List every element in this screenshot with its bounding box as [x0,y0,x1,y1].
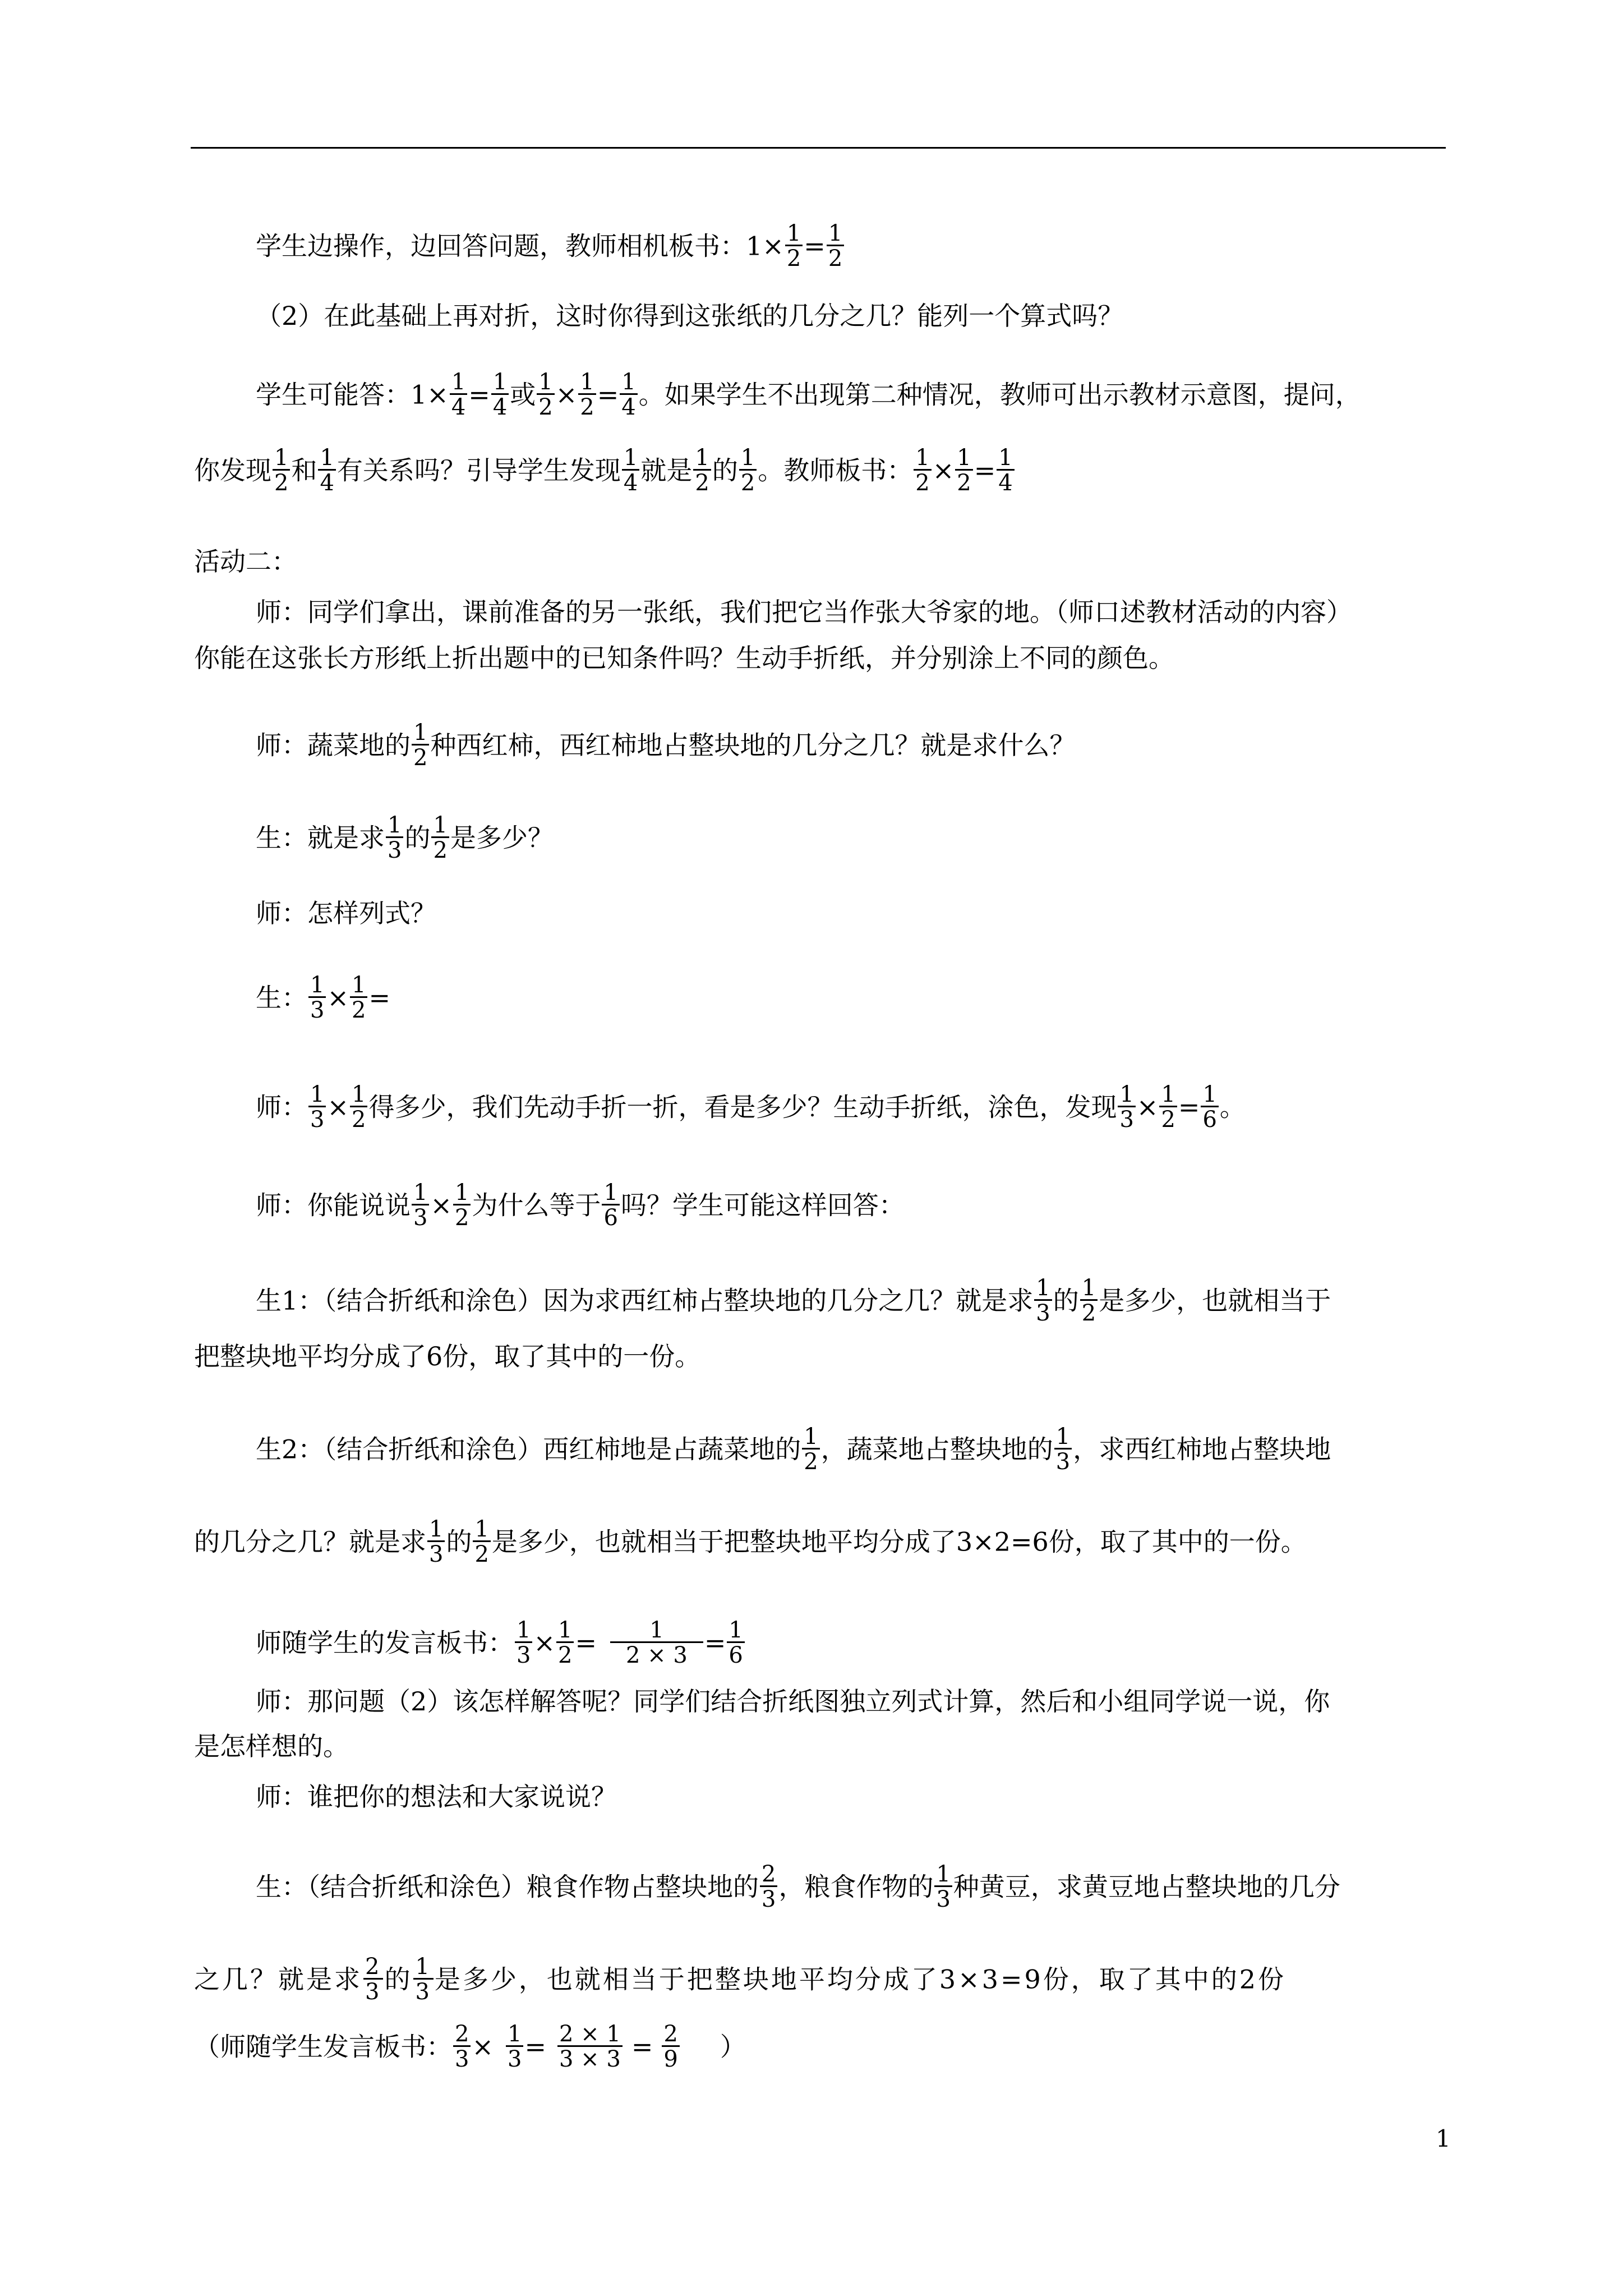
fraction: $\frac{1}{2}$ [785,222,803,270]
section-heading: 活动二： [194,546,297,577]
paragraph: 师：同学们拿出，课前准备的另一张纸，我们把它当作张大爷家的地。（师口述教材活动的内容） [256,597,1352,627]
fraction: $\frac{1}{3}$ [1054,1425,1072,1473]
fraction: $\frac{1}{6}$ [1201,1083,1218,1131]
fraction: $\frac{1}{2}$ [412,721,429,769]
fraction: $\frac{1}{2}$ [556,1619,574,1667]
fraction: $\frac{1}{2}$ [802,1425,819,1473]
fraction: $\frac{1}{2}$ [453,1181,471,1229]
fraction: $\frac{1}{2}$ [578,371,596,418]
paragraph: 师：蔬菜地的 $\frac{1}{2}$ 种西红柿，西红柿地占整块地的几分之几？就是求什么？ [256,720,1076,771]
fraction: $\frac{2}{9}$ [662,2023,679,2070]
fraction: $\frac{1}{2}$ [273,447,290,494]
fraction: $\frac{1}{2}$ [914,447,931,494]
fraction: $\frac{1}{3}$ [386,814,403,862]
header-rule [191,147,1446,149]
fraction: $\frac{1}{2}$ [537,371,554,418]
paragraph: 生：就是求 $\frac{1}{3}$ 的 $\frac{1}{2}$ 是多少？ [256,812,554,863]
paragraph: 你发现 $\frac{1}{2}$ 和 $\frac{1}{4}$ 有关系吗？引导学生发现 $\frac{1}{4}$ 就是 $\frac{1}{2}$ 的 $\frac{1}{2}$ 。教师板书： $\frac{1}{2}$ × $\frac{1}{2}$ = $\frac{1}{4}$ [194,449,1016,496]
fraction: $\frac{1}{6}$ [602,1181,619,1229]
fraction: $\frac{1}{2 \times 3}$ [610,1619,703,1667]
fraction: $\frac{2}{3}$ [363,1955,383,2003]
paragraph: 你能在这张长方形纸上折出题中的已知条件吗？生动手折纸，并分别涂上不同的颜色。 [194,643,1174,673]
paragraph: 是怎样想的。 [194,1731,349,1761]
fraction: $\frac{1}{2}$ [739,447,757,494]
fraction: $\frac{2}{3}$ [453,2023,471,2070]
paragraph: 学生可能答：1× $\frac{1}{4}$ = $\frac{1}{4}$ 或 $\frac{1}{2}$ × $\frac{1}{2}$ = $\frac{1}{4}$ 。如果学生不出现第二种情况，教师可出示教材示意图，提问， [256,369,1361,420]
paragraph: （师随学生发言板书： $\frac{2}{3}$ × $\frac{1}{3}$ = $\frac{2 \times 1}{3 \times 3}$ = $\frac{2}{9}$ ） [194,2021,746,2072]
fraction: $\frac{1}{3}$ [427,1518,445,1566]
fraction: $\frac{1}{4}$ [620,371,637,418]
fraction: $\frac{1}{4}$ [318,447,335,494]
fraction: $\frac{1}{4}$ [491,371,509,418]
fraction: $\frac{1}{2}$ [955,447,972,494]
fraction: $\frac{1}{3}$ [308,974,326,1022]
paragraph: 师：怎样列式？ [256,898,436,928]
paragraph: 师：那问题（2）该怎样解答呢？同学们结合折纸图独立列式计算，然后和小组同学说一说，你 [256,1686,1330,1717]
fraction: $\frac{2 \times 1}{3 \times 3}$ [557,2023,623,2070]
paragraph: 生1：（结合折纸和涂色）因为求西红柿占整块地的几分之几？就是求 $\frac{1}{3}$ 的 $\frac{1}{2}$ 是多少，也就相当于 [256,1275,1331,1326]
fraction: $\frac{1}{2}$ [350,1083,367,1131]
paragraph: 把整块地平均分成了6份，取了其中的一份。 [194,1341,701,1372]
fraction: $\frac{1}{6}$ [727,1619,744,1667]
paragraph: 生2：（结合折纸和涂色）西红柿地是占蔬菜地的 $\frac{1}{2}$ ，蔬菜地占整块地的 $\frac{1}{3}$ ，求西红柿地占整块地 [256,1424,1331,1475]
fraction: $\frac{1}{2}$ [827,222,844,270]
paragraph: 之几？就是求 $\frac{2}{3}$ 的 $\frac{1}{3}$ 是多少，也就相当于把整块地平均分成了3×3=9份，取了其中的2份 [194,1954,1287,2005]
fraction: $\frac{1}{2}$ [1159,1083,1177,1131]
paragraph: 师：你能说说 $\frac{1}{3}$ × $\frac{1}{2}$ 为什么等于 $\frac{1}{6}$ 吗？学生可能这样回答： [256,1180,905,1231]
fraction: $\frac{2}{3}$ [760,1863,777,1911]
fraction: $\frac{1}{3}$ [1118,1083,1135,1131]
paragraph: 师随学生的发言板书： $\frac{1}{3}$ × $\frac{1}{2}$ = $\frac{1}{2 \times 3}$ = $\frac{1}{6}$ [256,1621,746,1669]
paragraph: 学生边操作，边回答问题，教师相机板书：1× $\frac{1}{2}$ = $\frac{1}{2}$ [256,224,845,272]
fraction: $\frac{1}{4}$ [622,447,639,494]
paragraph: 师： $\frac{1}{3}$ × $\frac{1}{2}$ 得多少，我们先动手折一折，看是多少？生动手折纸，涂色，发现 $\frac{1}{3}$ × $\frac{1}{2}$ = $\frac{1}{6}$ 。 [256,1082,1246,1133]
page-number: 1 [1436,2125,1451,2152]
fraction: $\frac{1}{3}$ [412,1181,429,1229]
fraction: $\frac{1}{2}$ [1080,1277,1098,1324]
text: 学生边操作，边回答问题，教师相机板书：1× [256,231,784,261]
fraction: $\frac{1}{3}$ [506,2023,523,2070]
paragraph: 的几分之几？就是求 $\frac{1}{3}$ 的 $\frac{1}{2}$ 是多少，也就相当于把整块地平均分成了3×2=6份，取了其中的一份。 [194,1516,1307,1567]
fraction: $\frac{1}{3}$ [413,1955,433,2003]
paragraph: 生：（结合折纸和涂色）粮食作物占整块地的 $\frac{2}{3}$ ，粮食作物的 $\frac{1}{3}$ 种黄豆，求黄豆地占整块地的几分 [256,1861,1340,1912]
fraction: $\frac{1}{4}$ [450,371,467,418]
fraction: $\frac{1}{2}$ [693,447,711,494]
paragraph: （2）在此基础上再对折，这时你得到这张纸的几分之几？能列一个算式吗？ [256,301,1124,331]
fraction: $\frac{1}{3}$ [515,1619,532,1667]
fraction: $\frac{1}{3}$ [934,1863,952,1911]
paragraph: 生： $\frac{1}{3}$ × $\frac{1}{2}$ = [256,972,390,1023]
paragraph: 师：谁把你的想法和大家说说？ [256,1782,617,1812]
fraction: $\frac{1}{3}$ [1034,1277,1052,1324]
fraction: $\frac{1}{4}$ [997,447,1014,494]
fraction: $\frac{1}{2}$ [473,1518,490,1566]
fraction: $\frac{1}{3}$ [308,1083,326,1131]
fraction: $\frac{1}{2}$ [431,814,449,862]
fraction: $\frac{1}{2}$ [350,974,367,1022]
